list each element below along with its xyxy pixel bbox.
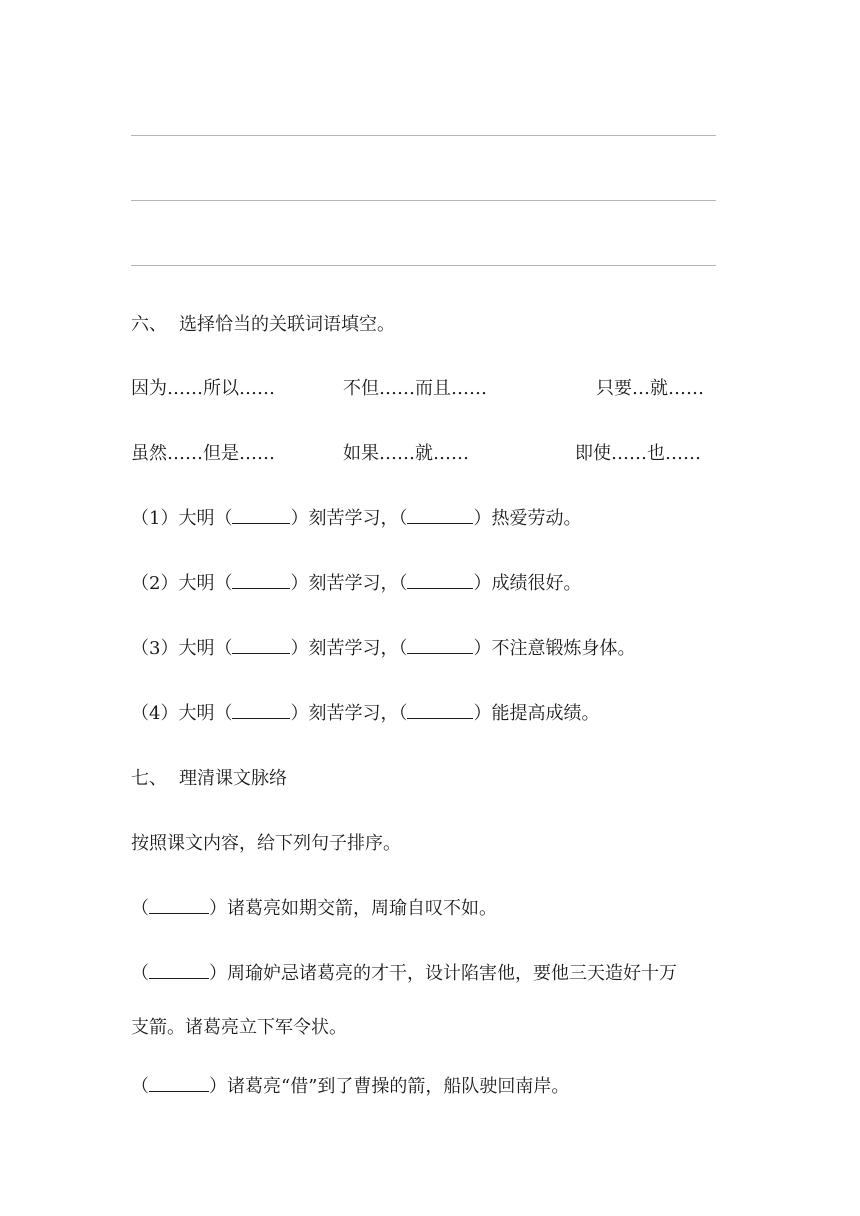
fill-item-end: ）能提高成绩。: [473, 703, 600, 724]
option-4: 虽然……但是……: [131, 443, 275, 464]
order-blank-2[interactable]: [149, 962, 209, 979]
option-6: 即使……也……: [575, 443, 701, 464]
blank-3a[interactable]: [232, 637, 290, 654]
order-item-text: 诸葛亮如期交箭，周瑜自叹不如。: [227, 898, 497, 919]
order-item-text: 周瑜妒忌诸葛亮的才干，设计陷害他，要他三天造好十万: [227, 963, 677, 984]
fill-item-mid: ）刻苦学习，（: [290, 573, 408, 594]
section-7-title: 理清课文脉络: [179, 768, 287, 789]
order-item-text: 诸葛亮“借”到了曹操的箭，船队驶回南岸。: [227, 1076, 570, 1097]
blank-2a[interactable]: [232, 572, 290, 589]
option-3: 只要…就……: [596, 378, 704, 399]
fill-item-2: [131, 572, 581, 596]
option-2: 不但……而且……: [343, 378, 487, 399]
fill-item-3: [131, 637, 635, 661]
paren-open: （: [131, 898, 149, 919]
blank-1a[interactable]: [232, 507, 290, 524]
blank-4a[interactable]: [232, 702, 290, 719]
fill-item-1: [131, 507, 581, 531]
fill-item-mid: ）刻苦学习，（: [290, 703, 408, 724]
order-item-1: [131, 897, 497, 921]
section-7-heading: [131, 767, 287, 791]
paren-close: ）: [209, 898, 227, 919]
blank-4b[interactable]: [407, 702, 473, 719]
section-7-number: 七、: [131, 768, 167, 789]
section-6-title: 选择恰当的关联词语填空。: [179, 314, 395, 335]
fill-item-end: ）热爱劳动。: [473, 508, 582, 529]
paren-close: ）: [209, 1076, 227, 1097]
fill-item-label: （4）大明（: [131, 703, 233, 724]
option-1: 因为……所以……: [131, 378, 275, 399]
paren-open: （: [131, 1076, 149, 1097]
option-5: 如果……就……: [343, 443, 469, 464]
answer-line-3[interactable]: [131, 265, 716, 266]
fill-item-end: ）不注意锻炼身体。: [473, 638, 636, 659]
order-item-2: [131, 962, 677, 986]
answer-line-1[interactable]: [131, 135, 716, 136]
fill-item-end: ）成绩很好。: [473, 573, 582, 594]
fill-item-mid: ）刻苦学习，（: [290, 508, 408, 529]
fill-item-4: [131, 702, 599, 726]
answer-line-2[interactable]: [131, 200, 716, 201]
order-item-2-continuation: 支箭。诸葛亮立下军令状。: [131, 1017, 347, 1038]
fill-item-mid: ）刻苦学习，（: [290, 638, 408, 659]
blank-3b[interactable]: [407, 637, 473, 654]
section-6-heading: [131, 313, 395, 337]
order-blank-3[interactable]: [149, 1075, 209, 1092]
order-blank-1[interactable]: [149, 897, 209, 914]
blank-2b[interactable]: [407, 572, 473, 589]
paren-close: ）: [209, 963, 227, 984]
fill-item-label: （1）大明（: [131, 508, 233, 529]
order-item-3: [131, 1075, 569, 1099]
section-6-number: 六、: [131, 314, 167, 335]
paren-open: （: [131, 963, 149, 984]
blank-1b[interactable]: [407, 507, 473, 524]
section-7-instruction: 按照课文内容，给下列句子排序。: [131, 833, 401, 854]
fill-item-label: （2）大明（: [131, 573, 233, 594]
fill-item-label: （3）大明（: [131, 638, 233, 659]
